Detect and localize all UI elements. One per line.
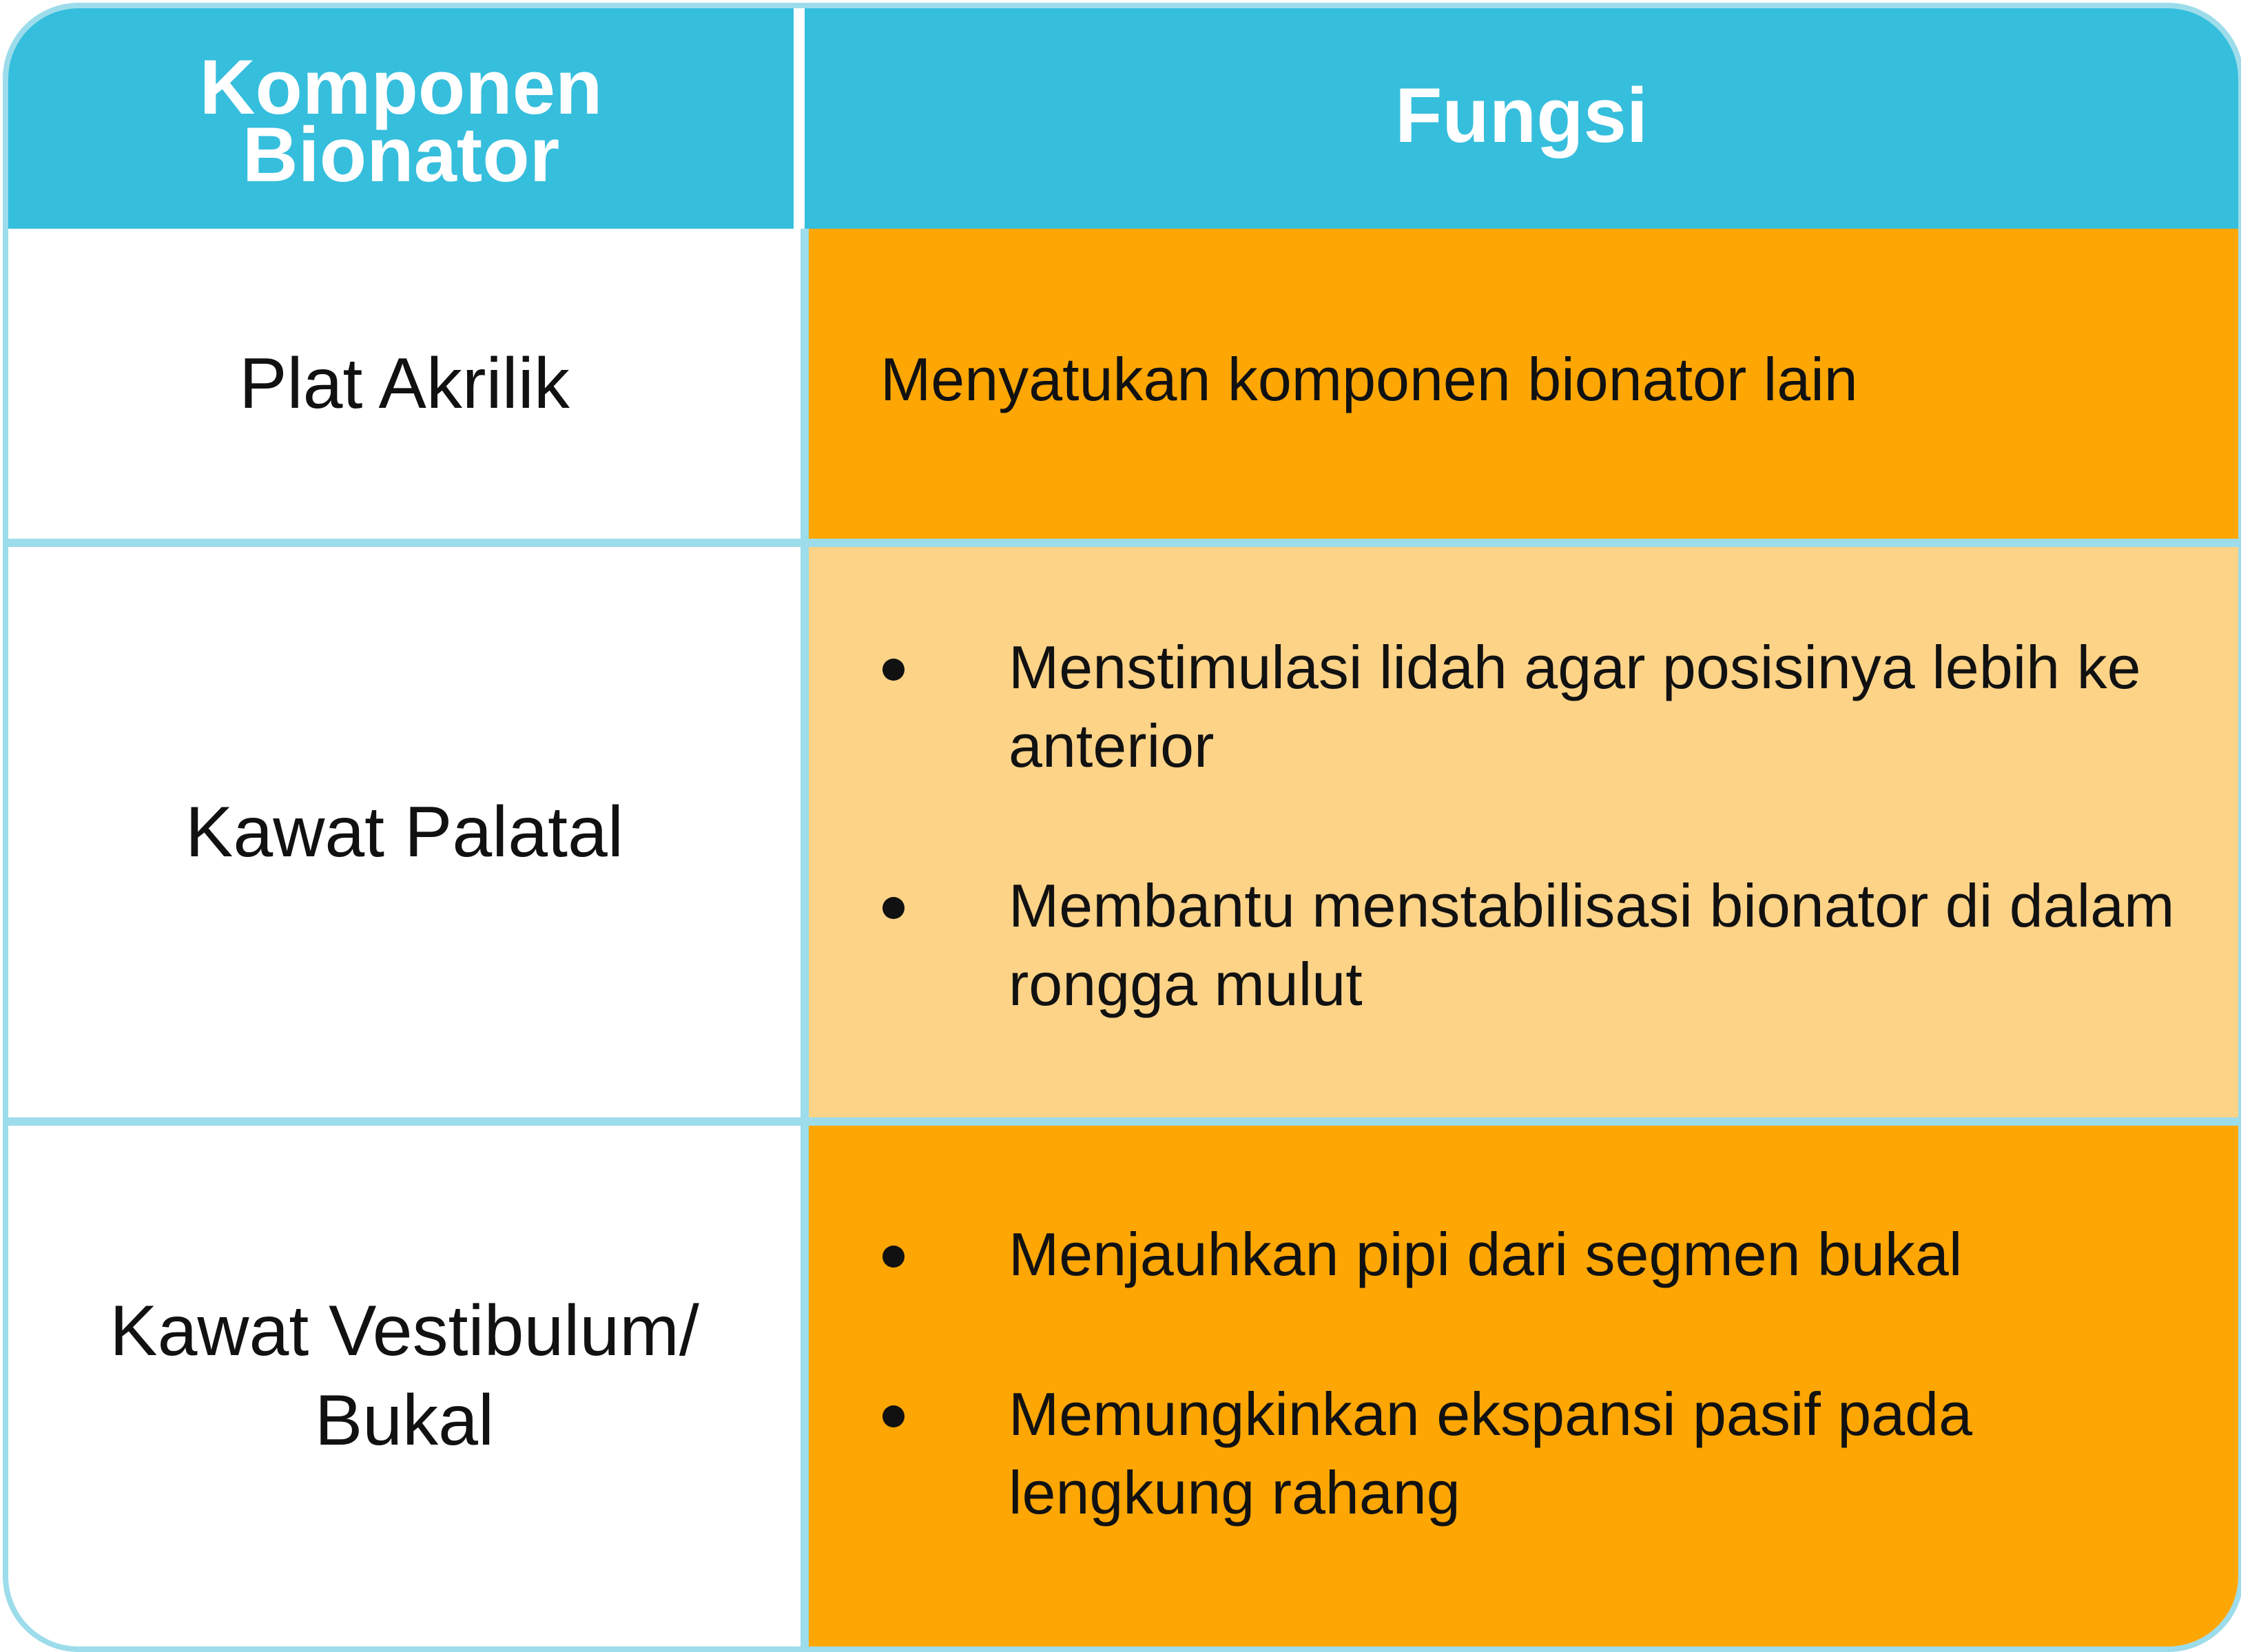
column-separator xyxy=(801,547,809,1117)
function-bullet-list xyxy=(809,628,2238,1024)
bullet-dot-icon xyxy=(882,1246,905,1268)
row-separator xyxy=(8,539,2238,547)
function-bullet-list xyxy=(809,1215,2238,1532)
row-separator xyxy=(8,1117,2238,1126)
column-separator xyxy=(801,229,809,539)
bullet-dot-icon xyxy=(882,659,905,681)
function-text: Menyatukan komponen bionator lain xyxy=(880,345,1858,413)
bionator-components-table xyxy=(3,3,2241,1652)
header-component-column: Komponen Bionator xyxy=(8,8,794,229)
header-function-column: Fungsi xyxy=(805,8,2238,229)
function-bullet-item xyxy=(809,1375,2238,1532)
function-bullet-item xyxy=(809,1215,2238,1294)
function-bullet-item xyxy=(809,867,2238,1024)
bullet-dot-icon xyxy=(882,897,905,919)
function-text: Membantu menstabilisasi bionator di dalam rongga mulut xyxy=(1009,871,2175,1018)
function-bullet-item xyxy=(809,628,2238,785)
header-divider xyxy=(794,8,805,229)
bullet-dot-icon xyxy=(882,1405,905,1427)
row-component-plat-akrilik: Plat Akrilik xyxy=(239,344,570,424)
row-component-kawat-vestibulum: Kawat Vestibulum/ Bukal xyxy=(110,1291,699,1460)
row-function-kawat-palatal xyxy=(809,547,2238,1117)
function-text: Menstimulasi lidah agar posisinya lebih ke anterior xyxy=(1009,633,2141,780)
column-separator xyxy=(801,1126,809,1646)
row-function-kawat-vestibulum xyxy=(809,1126,2238,1646)
function-text: Menjauhkan pipi dari segmen bukal xyxy=(1009,1220,1963,1288)
row-component-kawat-palatal: Kawat Palatal xyxy=(185,792,623,872)
function-text: Memungkinkan ekspansi pasif pada lengkung rahang xyxy=(1009,1380,1973,1527)
row-function-plat-akrilik xyxy=(809,229,2238,539)
